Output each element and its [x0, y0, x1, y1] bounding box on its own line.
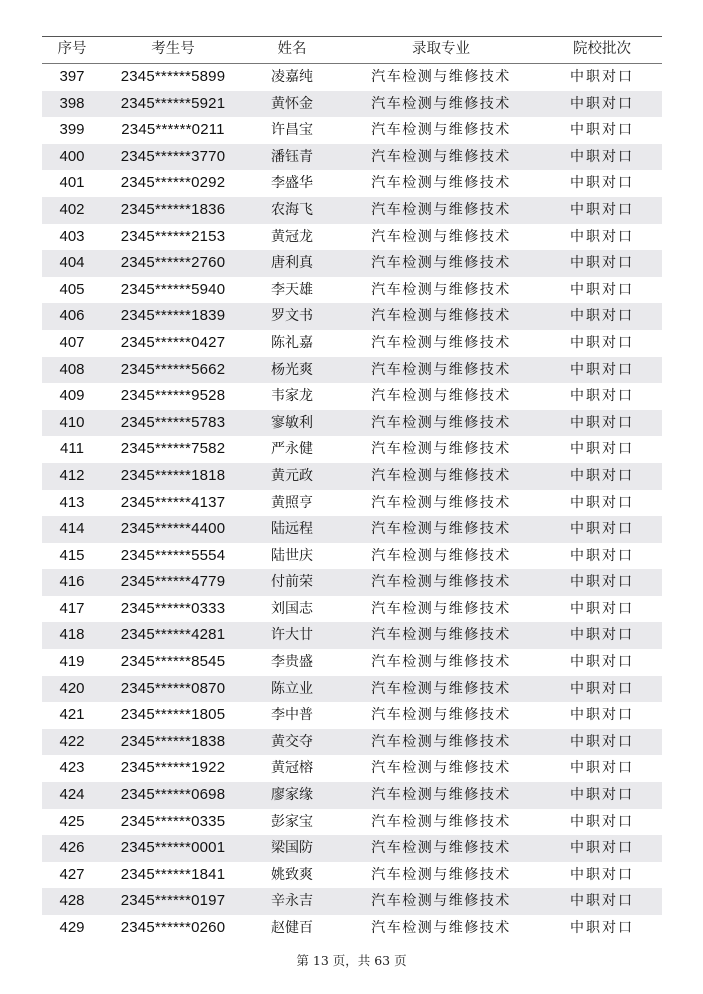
- table-row: [42, 835, 662, 862]
- row-major: 汽车检测与维修技术: [371, 201, 511, 218]
- table-row: [42, 915, 662, 942]
- row-name: 姚致爽: [271, 866, 313, 883]
- row-batch: 中职对口: [570, 627, 634, 644]
- row-batch: 中职对口: [570, 547, 634, 564]
- row-exam-id: 2345******4400: [120, 520, 226, 538]
- row-name: 黄冠榕: [271, 760, 313, 777]
- row-batch: 中职对口: [570, 840, 634, 857]
- row-seq: 429: [59, 919, 85, 936]
- row-name: 陈立业: [271, 680, 313, 697]
- row-exam-id: 2345******5554: [120, 546, 226, 564]
- row-batch: 中职对口: [570, 707, 634, 724]
- row-major: 汽车检测与维修技术: [371, 787, 511, 804]
- row-batch: 中职对口: [570, 521, 634, 538]
- row-seq: 405: [59, 280, 85, 298]
- row-batch: 中职对口: [570, 494, 634, 511]
- row-batch: 中职对口: [570, 654, 634, 671]
- table-row: [42, 569, 662, 596]
- row-exam-id: 2345******0333: [120, 599, 226, 617]
- page-footer: 第 13 页，共 63 页: [296, 953, 407, 968]
- row-major: 汽车检测与维修技术: [371, 866, 511, 883]
- row-exam-id: 2345******2760: [120, 254, 226, 272]
- row-exam-id: 2345******4281: [120, 626, 226, 644]
- table-row: [42, 782, 662, 809]
- table-row: [42, 862, 662, 889]
- row-seq: 423: [59, 759, 85, 777]
- row-seq: 413: [59, 493, 85, 511]
- row-major: 汽车检测与维修技术: [371, 494, 511, 511]
- row-name: 刘国志: [271, 600, 313, 617]
- row-batch: 中职对口: [570, 201, 634, 218]
- row-batch: 中职对口: [570, 893, 634, 910]
- row-major: 汽车检测与维修技术: [371, 760, 511, 777]
- row-batch: 中职对口: [570, 680, 634, 697]
- row-major: 汽车检测与维修技术: [371, 148, 511, 165]
- table-row: [42, 91, 662, 118]
- table-body: [42, 64, 662, 942]
- row-batch: 中职对口: [570, 467, 634, 484]
- row-name: 付前荣: [271, 574, 313, 591]
- row-major: 汽车检测与维修技术: [371, 893, 511, 910]
- row-major: 汽车检测与维修技术: [371, 654, 511, 671]
- row-batch: 中职对口: [570, 175, 634, 192]
- row-major: 汽车检测与维修技术: [371, 334, 511, 351]
- row-name: 李贵盛: [271, 654, 313, 671]
- table-row: [42, 64, 662, 91]
- row-major: 汽车检测与维修技术: [371, 69, 511, 85]
- row-exam-id: 2345******5662: [120, 360, 226, 378]
- row-seq: 418: [59, 626, 85, 644]
- row-exam-id: 2345******0427: [120, 333, 226, 351]
- row-exam-id: 2345******9528: [120, 387, 226, 405]
- row-name: 李天雄: [271, 281, 313, 298]
- table-row: [42, 170, 662, 197]
- header-seq: 序号: [57, 41, 87, 57]
- row-major: 汽车检测与维修技术: [371, 627, 511, 644]
- row-seq: 419: [59, 653, 85, 671]
- row-seq: 420: [59, 679, 85, 697]
- row-major: 汽车检测与维修技术: [371, 680, 511, 697]
- table-row: [42, 330, 662, 357]
- row-seq: 427: [59, 865, 85, 883]
- row-name: 李中普: [271, 707, 313, 724]
- row-major: 汽车检测与维修技术: [371, 733, 511, 750]
- row-major: 汽车检测与维修技术: [371, 467, 511, 484]
- row-major: 汽车检测与维修技术: [371, 414, 511, 431]
- row-batch: 中职对口: [570, 281, 634, 298]
- row-batch: 中职对口: [570, 228, 634, 245]
- row-name: 陆远程: [271, 521, 313, 538]
- row-seq: 408: [59, 360, 85, 378]
- row-name: 彭家宝: [271, 813, 313, 830]
- row-exam-id: 2345******4779: [120, 573, 226, 591]
- row-exam-id: 2345******5921: [120, 94, 226, 112]
- row-exam-id: 2345******0335: [120, 812, 226, 830]
- admission-table: [42, 36, 662, 942]
- row-exam-id: 2345******1838: [120, 732, 226, 750]
- row-seq: 416: [59, 573, 85, 591]
- row-batch: 中职对口: [570, 388, 634, 405]
- row-seq: 409: [59, 387, 85, 405]
- row-seq: 422: [59, 732, 85, 750]
- row-name: 许昌宝: [271, 122, 313, 139]
- row-seq: 415: [59, 546, 85, 564]
- header-batch: 院校批次: [573, 41, 631, 57]
- row-batch: 中职对口: [570, 813, 634, 830]
- table-row: [42, 809, 662, 836]
- row-name: 廖家缘: [271, 787, 313, 804]
- row-seq: 403: [59, 227, 85, 245]
- table-row: [42, 622, 662, 649]
- header-name: 姓名: [277, 41, 307, 57]
- row-batch: 中职对口: [570, 122, 634, 139]
- header-exam-id: 考生号: [151, 41, 195, 57]
- row-exam-id: 2345******1839: [120, 307, 226, 325]
- table-row: [42, 676, 662, 703]
- row-exam-id: 2345******1818: [120, 466, 226, 484]
- row-major: 汽车检测与维修技术: [371, 600, 511, 617]
- row-major: 汽车检测与维修技术: [371, 521, 511, 538]
- row-name: 杨光爽: [271, 361, 313, 378]
- row-batch: 中职对口: [570, 760, 634, 777]
- row-seq: 398: [59, 94, 85, 112]
- row-exam-id: 2345******4137: [120, 493, 226, 511]
- table-row: [42, 117, 662, 144]
- row-exam-id: 2345******0001: [120, 839, 226, 857]
- row-name: 黄冠龙: [271, 228, 313, 245]
- row-seq: 412: [59, 466, 85, 484]
- table-row: [42, 463, 662, 490]
- row-seq: 421: [59, 706, 85, 724]
- row-batch: 中职对口: [570, 95, 634, 112]
- row-exam-id: 2345******1841: [120, 865, 226, 883]
- row-exam-id: 2345******0211: [121, 121, 225, 139]
- table-row: [42, 357, 662, 384]
- row-batch: 中职对口: [570, 308, 634, 325]
- row-batch: 中职对口: [570, 441, 634, 458]
- row-exam-id: 2345******7582: [120, 440, 226, 458]
- row-exam-id: 2345******0292: [120, 174, 226, 192]
- row-name: 严永健: [271, 441, 313, 458]
- row-seq: 411: [60, 440, 84, 458]
- row-batch: 中职对口: [570, 255, 634, 272]
- row-exam-id: 2345******3770: [120, 147, 226, 165]
- row-seq: 400: [59, 147, 85, 165]
- row-seq: 410: [59, 413, 85, 431]
- row-seq: 428: [59, 892, 85, 910]
- row-seq: 424: [59, 786, 85, 804]
- row-major: 汽车检测与维修技术: [371, 388, 511, 405]
- row-exam-id: 2345******0698: [120, 786, 226, 804]
- row-name: 陆世庆: [271, 547, 313, 564]
- row-exam-id: 2345******0870: [120, 679, 226, 697]
- table-row: [42, 436, 662, 463]
- row-major: 汽车检测与维修技术: [371, 441, 511, 458]
- row-seq: 397: [59, 68, 85, 85]
- row-seq: 417: [59, 599, 85, 617]
- row-name: 寥敏利: [271, 414, 313, 431]
- table-header: [42, 36, 662, 64]
- row-exam-id: 2345******5940: [120, 280, 226, 298]
- row-major: 汽车检测与维修技术: [371, 840, 511, 857]
- table-row: [42, 383, 662, 410]
- row-major: 汽车检测与维修技术: [371, 122, 511, 139]
- row-major: 汽车检测与维修技术: [371, 920, 511, 936]
- row-seq: 425: [59, 812, 85, 830]
- row-seq: 407: [59, 333, 85, 351]
- row-exam-id: 2345******8545: [120, 653, 226, 671]
- table-row: [42, 755, 662, 782]
- table-row: [42, 649, 662, 676]
- table-row: [42, 888, 662, 915]
- row-major: 汽车检测与维修技术: [371, 707, 511, 724]
- row-name: 唐利真: [271, 255, 313, 272]
- row-name: 黄元政: [271, 467, 313, 484]
- row-batch: 中职对口: [570, 69, 634, 85]
- row-exam-id: 2345******1805: [120, 706, 226, 724]
- row-major: 汽车检测与维修技术: [371, 281, 511, 298]
- table-row: [42, 516, 662, 543]
- row-major: 汽车检测与维修技术: [371, 547, 511, 564]
- header-major: 录取专业: [412, 41, 470, 57]
- table-row: [42, 250, 662, 277]
- table-row: [42, 543, 662, 570]
- row-major: 汽车检测与维修技术: [371, 228, 511, 245]
- row-batch: 中职对口: [570, 361, 634, 378]
- row-name: 赵健百: [271, 920, 313, 936]
- row-batch: 中职对口: [570, 600, 634, 617]
- row-major: 汽车检测与维修技术: [371, 813, 511, 830]
- table-row: [42, 702, 662, 729]
- row-major: 汽车检测与维修技术: [371, 361, 511, 378]
- row-name: 陈礼嘉: [271, 334, 313, 351]
- row-exam-id: 2345******1922: [120, 759, 226, 777]
- row-name: 韦家龙: [271, 388, 313, 405]
- row-batch: 中职对口: [570, 920, 634, 936]
- row-batch: 中职对口: [570, 414, 634, 431]
- row-name: 许大廿: [271, 627, 313, 644]
- row-seq: 404: [59, 254, 85, 272]
- row-major: 汽车检测与维修技术: [371, 308, 511, 325]
- row-seq: 426: [59, 839, 85, 857]
- row-name: 辛永吉: [271, 893, 313, 910]
- row-batch: 中职对口: [570, 866, 634, 883]
- table-row: [42, 277, 662, 304]
- row-exam-id: 2345******2153: [120, 227, 226, 245]
- row-name: 黄怀金: [271, 95, 313, 112]
- table-row: [42, 224, 662, 251]
- row-exam-id: 2345******1836: [120, 200, 226, 218]
- row-name: 罗文书: [271, 308, 313, 325]
- row-exam-id: 2345******5899: [120, 68, 226, 85]
- row-major: 汽车检测与维修技术: [371, 255, 511, 272]
- row-batch: 中职对口: [570, 733, 634, 750]
- row-seq: 406: [59, 307, 85, 325]
- table-row: [42, 410, 662, 437]
- table-row: [42, 144, 662, 171]
- row-major: 汽车检测与维修技术: [371, 175, 511, 192]
- row-batch: 中职对口: [570, 787, 634, 804]
- row-name: 黄照亨: [271, 494, 313, 511]
- row-seq: 399: [59, 121, 85, 139]
- row-major: 汽车检测与维修技术: [371, 574, 511, 591]
- table-row: [42, 303, 662, 330]
- row-name: 凌嘉纯: [271, 69, 313, 85]
- row-exam-id: 2345******5783: [120, 413, 226, 431]
- row-name: 黄交夺: [271, 733, 313, 750]
- row-exam-id: 2345******0260: [120, 919, 226, 936]
- row-batch: 中职对口: [570, 148, 634, 165]
- table-row: [42, 197, 662, 224]
- row-major: 汽车检测与维修技术: [371, 95, 511, 112]
- row-name: 李盛华: [271, 175, 313, 192]
- row-batch: 中职对口: [570, 574, 634, 591]
- row-seq: 401: [59, 174, 85, 192]
- table-row: [42, 729, 662, 756]
- row-exam-id: 2345******0197: [120, 892, 226, 910]
- row-seq: 402: [59, 200, 85, 218]
- row-seq: 414: [59, 520, 85, 538]
- table-row: [42, 596, 662, 623]
- row-name: 农海飞: [271, 201, 313, 218]
- row-batch: 中职对口: [570, 334, 634, 351]
- table-row: [42, 490, 662, 517]
- row-name: 梁国防: [271, 840, 313, 857]
- row-name: 潘钰青: [271, 148, 313, 165]
